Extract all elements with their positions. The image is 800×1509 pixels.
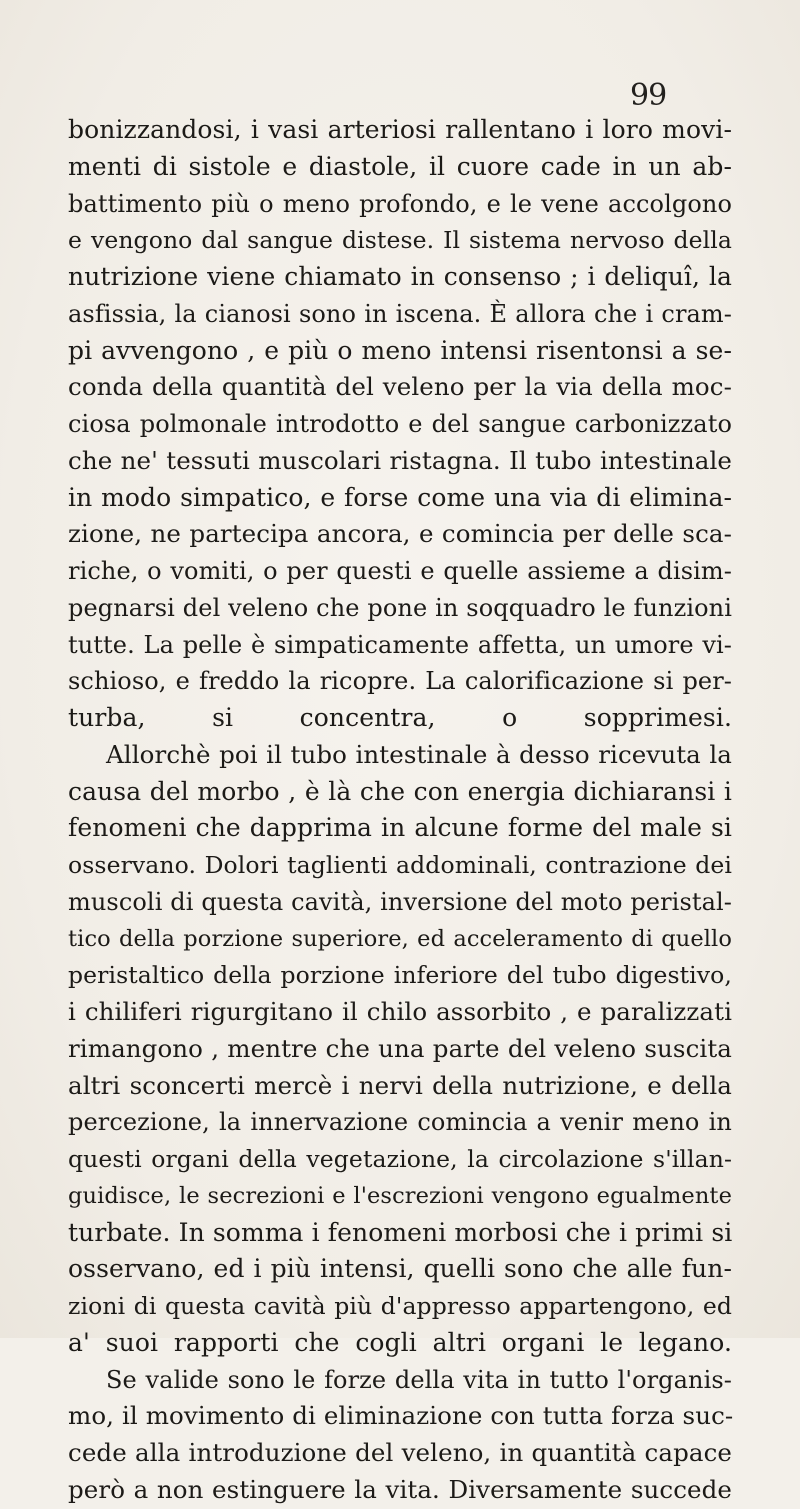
text-line: percezione, la innervazione comincia a venir meno in — [68, 1108, 732, 1137]
text-line: asfissia, la cianosi sono in iscena. È allora che i cram- — [68, 299, 732, 328]
text-line: in modo simpatico, e forse come una via di elimina- — [68, 482, 732, 512]
text-line: riche, o vomiti, o per questi e quelle assieme a disim- — [68, 557, 732, 585]
text-line: nutrizione viene chiamato in consenso ; i deliquî, la — [68, 262, 732, 291]
text-line: causa del morbo , è là che con energia dichiaransi i — [68, 776, 732, 806]
text-line: Allorchè poi il tubo intestinale à desso ricevuta la — [106, 739, 732, 769]
text-line: zione, ne partecipa ancora, e comincia per delle sca- — [68, 519, 732, 549]
text-line: turbate. In somma i fenomeni morbosi che i primi si — [68, 1217, 733, 1247]
text-line: muscoli di questa cavità, inversione del moto peristal- — [68, 887, 732, 916]
text-line: che ne' tessuti muscolari ristagna. Il tubo intestinale — [68, 445, 732, 475]
text-line: peristaltico della porzione inferiore del tubo digestivo, — [68, 961, 732, 990]
text-line: e vengono dal sangue distese. Il sistema nervoso della — [68, 226, 732, 255]
body-text — [68, 112, 732, 1509]
text-line: bonizzandosi, i vasi arteriosi rallentano i loro movi- — [68, 115, 732, 144]
text-line: i chiliferi rigurgitano il chilo assorbito , e paralizzati — [68, 997, 732, 1026]
text-line: tutte. La pelle è simpaticamente affetta, un umore vi- — [68, 630, 732, 659]
text-line: ciosa polmonale introdotto e del sangue carbonizzato — [68, 410, 732, 438]
text-line: mo, il movimento di eliminazione con tutta forza suc- — [68, 1401, 734, 1431]
text-line: schioso, e freddo la ricopre. La calorificazione si per- — [68, 667, 732, 696]
text-line: conda della quantità del veleno per la via della moc- — [68, 372, 732, 402]
text-line: battimento più o meno profondo, e le vene accolgono — [68, 189, 732, 218]
text-line: però a non estinguere la vita. Diversamente succede — [68, 1474, 732, 1504]
page-number: 99 — [630, 78, 667, 113]
text-line: fenomeni che dapprima in alcune forme del male si — [68, 813, 732, 843]
text-line: zioni di questa cavità più d'appresso appartengono, ed — [68, 1292, 732, 1320]
text-line: Se valide sono le forze della vita in tutto l'organis- — [106, 1365, 732, 1394]
text-line: questi organi della vegetazione, la circolazione s'illan- — [68, 1145, 732, 1173]
text-line: tico della porzione superiore, ed acceleramento di quello — [68, 925, 732, 952]
text-line: osservano. Dolori taglienti addominali, contrazione dei — [68, 851, 732, 879]
text-line: guidisce, le secrezioni e l'escrezioni vengono egualmente — [68, 1182, 732, 1209]
text-line: a' suoi rapporti che cogli altri organi le legano. — [68, 1327, 732, 1357]
text-line: osservano, ed i più intensi, quelli sono che alle fun- — [68, 1254, 732, 1284]
text-line: altri sconcerti mercè i nervi della nutrizione, e della — [68, 1070, 732, 1100]
text-line: turba, si concentra, o sopprimesi. — [68, 703, 732, 732]
text-line: menti di sistole e diastole, il cuore cade in un ab- — [68, 151, 732, 181]
text-line: cede alla introduzione del veleno, in quantità capace — [68, 1438, 732, 1467]
text-line: pegnarsi del veleno che pone in soqquadro le funzioni — [68, 593, 732, 622]
text-line: rimangono , mentre che una parte del veleno suscita — [68, 1033, 732, 1063]
text-line: pi avvengono , e più o meno intensi risentonsi a se- — [68, 335, 732, 365]
